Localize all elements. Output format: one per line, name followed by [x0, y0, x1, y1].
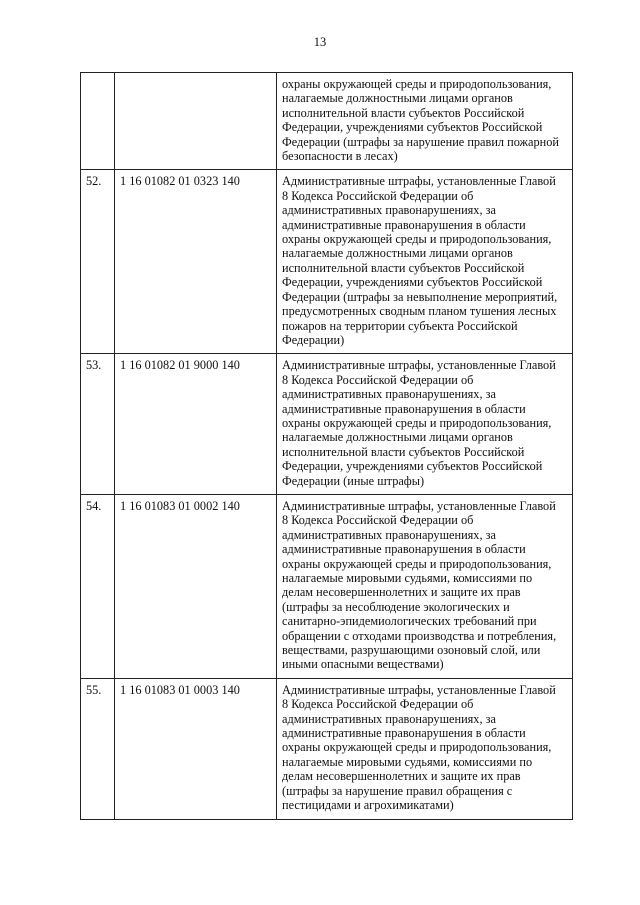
- row-description: [277, 678, 573, 819]
- description-line: иными опасными веществами): [282, 657, 444, 672]
- row-code: 1 16 01082 01 0323 140: [115, 170, 277, 354]
- description-line: Федерации, учреждениями субъектов Российской: [282, 459, 543, 474]
- description-line: пожаров на территории субъекта Российской: [282, 318, 518, 333]
- description-line: Федерации): [282, 332, 345, 347]
- description-line: 8 Кодекса Российской Федерации об: [282, 188, 474, 203]
- description-line: веществами, разрушающими озоновый слой, или: [282, 643, 541, 658]
- description-line: 8 Кодекса Российской Федерации об: [282, 513, 474, 528]
- description-line: исполнительной власти субъектов Российской: [282, 260, 525, 275]
- description-line: предусмотренных сводным планом тушения лесных: [282, 304, 557, 319]
- row-description: [277, 73, 573, 170]
- row-code: 1 16 01083 01 0002 140: [115, 494, 277, 678]
- description-line: санитарно-эпидемиологических требований при: [282, 614, 537, 629]
- description-line: обращении с отходами производства и потребления,: [282, 628, 557, 643]
- description-line: пестицидами и агрохимикатами): [282, 798, 454, 813]
- row-description: [277, 170, 573, 354]
- description-line: делам несовершеннолетних и защите их прав: [282, 585, 521, 600]
- table-row: [81, 494, 573, 678]
- description-line: Административные штрафы, установленные Главой: [282, 174, 556, 189]
- description-line: исполнительной власти субъектов Российской: [282, 105, 525, 120]
- description-line: Административные штрафы, установленные Главой: [282, 358, 556, 373]
- description-line: административных правонарушениях, за: [282, 203, 496, 218]
- description-line: административных правонарушениях, за: [282, 711, 496, 726]
- description-line: налагаемые мировыми судьями, комиссиями по: [282, 571, 533, 585]
- description-line: безопасности в лесах): [282, 149, 398, 164]
- table-row: [81, 73, 573, 170]
- row-number: 53.: [81, 354, 115, 495]
- description-line: административные правонарушения в области: [282, 401, 526, 416]
- description-line: налагаемые должностными лицами органов: [282, 430, 513, 445]
- description-line: Федерации (иные штрафы): [282, 473, 425, 488]
- description-line: налагаемые должностными лицами органов: [282, 246, 513, 261]
- description-line: налагаемые должностными лицами органов: [282, 91, 513, 106]
- description-line: 8 Кодекса Российской Федерации об: [282, 372, 474, 387]
- page-number: 13: [313, 35, 327, 49]
- row-number: 52.: [81, 170, 115, 354]
- description-line: охраны окружающей среды и природопользования,: [282, 232, 552, 247]
- row-code: 1 16 01083 01 0003 140: [115, 678, 277, 819]
- row-code: 1 16 01082 01 9000 140: [115, 354, 277, 495]
- description-line: Федерации, учреждениями субъектов Российской: [282, 120, 543, 135]
- row-description: [277, 354, 573, 495]
- description-line: (штрафы за нарушение правил обращения с: [282, 783, 513, 798]
- description-line: налагаемые мировыми судьями, комиссиями по: [282, 754, 533, 769]
- description-line: административные правонарушения в области: [282, 726, 526, 741]
- description-line: охраны окружающей среды и природопользования,: [282, 556, 552, 571]
- description-line: административных правонарушениях, за: [282, 527, 496, 542]
- description-line: охраны окружающей среды и природопользования,: [282, 77, 552, 91]
- description-line: Федерации, учреждениями субъектов Российской: [282, 275, 543, 290]
- row-code: [115, 73, 277, 170]
- row-number: 54.: [81, 494, 115, 678]
- table-row: [81, 170, 573, 354]
- description-line: 8 Кодекса Российской Федерации об: [282, 697, 474, 712]
- description-line: Административные штрафы, установленные Главой: [282, 498, 556, 513]
- row-number: 55.: [81, 678, 115, 819]
- description-line: исполнительной власти субъектов Российской: [282, 444, 525, 459]
- budget-code-table: [80, 72, 573, 820]
- description-line: охраны окружающей среды и природопользования,: [282, 740, 552, 755]
- table-body: [81, 73, 573, 820]
- description-line: административные правонарушения в области: [282, 217, 526, 232]
- description-line: Федерации (штрафы за невыполнение мероприятий,: [282, 289, 558, 304]
- description-line: охраны окружающей среды и природопользования,: [282, 415, 552, 430]
- description-line: административные правонарушения в области: [282, 542, 526, 557]
- description-line: делам несовершеннолетних и защите их прав: [282, 769, 521, 784]
- description-line: Федерации (штрафы за нарушение правил пожарной: [282, 134, 559, 149]
- table-row: [81, 354, 573, 495]
- description-line: (штрафы за несоблюдение экологических и: [282, 599, 510, 614]
- description-line: административных правонарушениях, за: [282, 387, 496, 402]
- row-number: [81, 73, 115, 170]
- description-line: Административные штрафы, установленные Главой: [282, 682, 556, 697]
- row-description: [277, 494, 573, 678]
- table-row: [81, 678, 573, 819]
